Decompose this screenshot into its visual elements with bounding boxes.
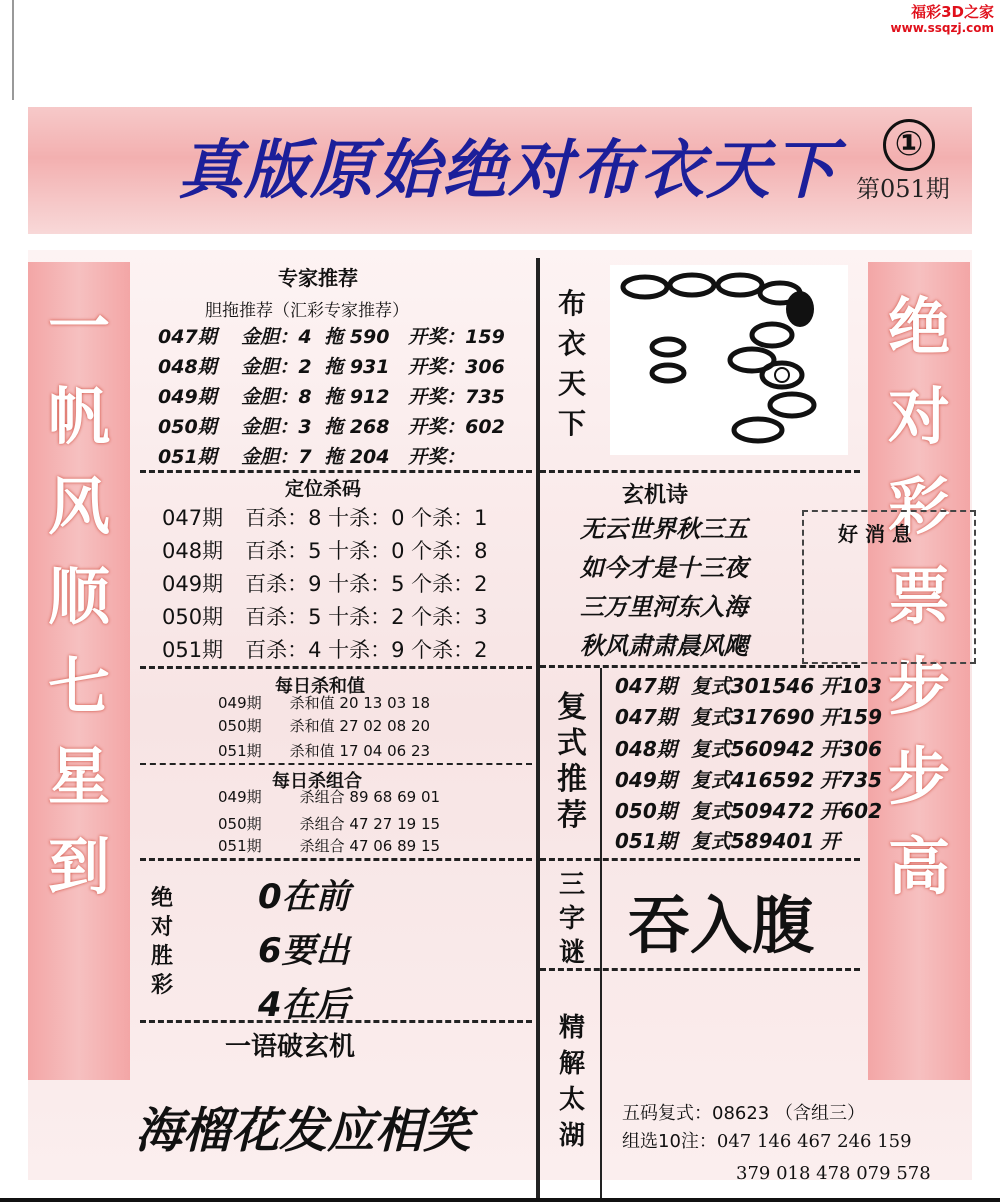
combo-kill-row <box>218 786 440 807</box>
jingjie-block <box>622 1100 931 1188</box>
position-kill-title: 定位杀码 <box>285 478 362 500</box>
position-kill-row <box>162 502 488 532</box>
period: 047期 <box>615 705 677 729</box>
dan-value: 7 <box>298 446 312 468</box>
dan-label: 金胆： <box>241 386 299 408</box>
label-char: 绝 <box>150 886 173 911</box>
site-url: www.ssqzj.com <box>890 21 994 35</box>
fushi-tag: 复式 <box>690 768 731 792</box>
tuo-value: 204 <box>349 446 390 468</box>
section-divider <box>140 858 532 861</box>
win-line: 4在后 <box>258 985 350 1025</box>
five-code-line <box>622 1100 931 1128</box>
period: 050期 <box>218 815 262 833</box>
kai-label: 开奖： <box>408 356 466 378</box>
issue-label: 第051期 <box>856 175 950 203</box>
coin-rings-icon <box>610 265 848 455</box>
tuo-label: 拖 <box>324 326 344 348</box>
tuo-label: 拖 <box>324 416 344 438</box>
kai-value: 602 <box>465 416 505 438</box>
position-kill-row <box>162 601 488 631</box>
combo-text: 杀组合 89 68 69 01 <box>299 788 441 806</box>
kai-value: 开735 <box>820 768 882 792</box>
right-inner-divider <box>600 668 602 1198</box>
kill-text: 百杀：8 十杀：0 个杀：1 <box>245 506 488 530</box>
kai-label: 开奖： <box>408 446 466 468</box>
sum-text: 杀和值 17 04 06 23 <box>289 742 431 760</box>
fushi-row <box>615 825 840 854</box>
label-char: 推 <box>557 762 587 797</box>
kai-value: 开103 <box>820 674 882 698</box>
label-char: 式 <box>557 726 587 761</box>
fushi-tag: 复式 <box>690 829 731 853</box>
header-banner <box>28 107 972 234</box>
expert-row <box>158 382 505 409</box>
fushi-row <box>615 670 882 699</box>
fushi-nums: 317690 <box>730 705 815 729</box>
left-couplet <box>28 262 130 1080</box>
section-divider <box>540 470 860 473</box>
good-news-label: 好 消 息 <box>838 522 912 546</box>
fushi-tag: 复式 <box>690 674 731 698</box>
section-divider <box>540 858 860 861</box>
dan-label: 金胆： <box>241 326 299 348</box>
fushi-nums: 560942 <box>730 737 815 761</box>
riddle-title: 一语破玄机 <box>225 1032 356 1062</box>
tuo-value: 931 <box>349 356 390 378</box>
good-news-box <box>802 510 976 664</box>
group-label: 组选10注： <box>622 1131 717 1152</box>
poem-lines <box>580 510 748 666</box>
kill-text: 百杀：5 十杀：0 个杀：8 <box>245 539 488 563</box>
tuo-label: 拖 <box>324 446 344 468</box>
dan-value: 4 <box>298 326 312 348</box>
period: 049期 <box>162 572 224 596</box>
fushi-row <box>615 795 882 824</box>
label-char: 彩 <box>150 973 173 998</box>
fushi-tag: 复式 <box>690 705 731 729</box>
fushi-row <box>615 733 882 762</box>
tuo-value: 590 <box>349 326 390 348</box>
label-char: 湖 <box>558 1121 585 1151</box>
section-divider <box>140 1020 532 1023</box>
poem-line: 无云世界秋三五 <box>580 515 748 543</box>
page-edge-line <box>12 0 14 100</box>
buyi-label <box>552 284 592 444</box>
couplet-char: 步 <box>887 650 950 723</box>
kai-value: 159 <box>465 326 505 348</box>
section-divider <box>140 470 532 473</box>
couplet-char: 高 <box>887 830 950 903</box>
group-line-1 <box>622 1128 931 1156</box>
kai-label: 开奖： <box>408 416 466 438</box>
couplet-char: 顺 <box>47 560 110 633</box>
edition-number: ① <box>883 119 935 171</box>
couplet-char: 绝 <box>887 290 950 363</box>
couplet-char: 对 <box>887 380 950 453</box>
site-badge[interactable] <box>891 4 994 36</box>
kai-label: 开奖： <box>408 326 466 348</box>
section-divider <box>540 968 860 971</box>
sum-text: 杀和值 20 13 03 18 <box>289 694 431 712</box>
fushi-tag: 复式 <box>690 737 731 761</box>
poem-line: 如今才是十三夜 <box>580 554 748 582</box>
label-char: 衣 <box>557 327 586 360</box>
couplet-char: 票 <box>887 560 950 633</box>
group-values: 047 146 467 246 159 <box>716 1131 912 1152</box>
fushi-row <box>615 764 882 793</box>
label-char: 解 <box>558 1049 585 1079</box>
expert-row <box>158 352 505 379</box>
label-char: 布 <box>557 287 586 320</box>
period: 049期 <box>218 788 262 806</box>
couplet-char: 一 <box>47 290 110 363</box>
couplet-char: 星 <box>47 740 110 813</box>
poem-title: 玄机诗 <box>622 483 689 508</box>
position-kill-row <box>162 535 488 565</box>
five-code-label: 五码复式： <box>622 1103 712 1124</box>
coin-drawing <box>610 265 848 455</box>
page-title: 真版原始绝对布衣天下 <box>178 133 838 208</box>
expert-subtitle: 胆拖推荐（汇彩专家推荐） <box>205 301 409 321</box>
couplet-char: 帆 <box>47 380 110 453</box>
fushi-row <box>615 701 882 730</box>
absolute-win-label <box>142 884 182 1000</box>
period: 051期 <box>218 837 262 855</box>
absolute-win-lines <box>258 870 350 1032</box>
combo-text: 杀组合 47 27 19 15 <box>299 815 441 833</box>
five-code-value: 08623 （含组三） <box>712 1103 865 1124</box>
kai-value: 开602 <box>820 799 882 823</box>
period: 051期 <box>158 446 217 468</box>
section-divider <box>140 763 532 765</box>
kai-value: 开306 <box>820 737 882 761</box>
site-name: 福彩3D之家 <box>911 3 994 21</box>
couplet-char: 彩 <box>887 470 950 543</box>
section-divider <box>540 665 860 668</box>
period: 048期 <box>162 539 224 563</box>
expert-row <box>158 322 505 349</box>
group-line-2: 379 018 478 079 578 <box>736 1163 931 1184</box>
period: 051期 <box>218 742 262 760</box>
period: 050期 <box>218 717 262 735</box>
period: 049期 <box>158 386 217 408</box>
label-char: 对 <box>150 915 173 940</box>
label-char: 精 <box>558 1013 585 1043</box>
tuo-label: 拖 <box>324 386 344 408</box>
combo-kill-row <box>218 813 440 834</box>
tuo-value: 912 <box>349 386 390 408</box>
couplet-char: 风 <box>47 470 110 543</box>
period: 051期 <box>162 638 224 662</box>
poem-line: 秋风肃肃晨风飔 <box>580 632 748 660</box>
period: 048期 <box>615 737 677 761</box>
sum-kill-row <box>218 740 430 761</box>
period: 048期 <box>158 356 217 378</box>
kai-value: 735 <box>465 386 505 408</box>
combo-kill-title: 每日杀组合 <box>272 771 362 792</box>
couplet-char: 步 <box>887 740 950 813</box>
dan-label: 金胆： <box>241 356 299 378</box>
fushi-nums: 301546 <box>730 674 815 698</box>
sum-kill-title: 每日杀和值 <box>275 676 365 697</box>
expert-title: 专家推荐 <box>278 266 358 290</box>
couplet-char: 七 <box>47 650 110 723</box>
combo-text: 杀组合 47 06 89 15 <box>299 837 441 855</box>
position-kill-row <box>162 568 488 598</box>
period: 047期 <box>162 506 224 530</box>
label-char: 三 <box>558 870 585 900</box>
label-char: 字 <box>558 904 585 934</box>
kill-text: 百杀：9 十杀：5 个杀：2 <box>245 572 488 596</box>
poem-line: 三万里河东入海 <box>580 593 748 621</box>
tuo-label: 拖 <box>324 356 344 378</box>
label-char: 天 <box>557 367 586 400</box>
fushi-tag: 复式 <box>690 799 731 823</box>
center-divider <box>536 258 540 1198</box>
period: 047期 <box>615 674 677 698</box>
section-divider <box>140 666 532 669</box>
kai-label: 开奖： <box>408 386 466 408</box>
fushi-nums: 416592 <box>730 768 815 792</box>
kill-text: 百杀：4 十杀：9 个杀：2 <box>245 638 488 662</box>
period: 050期 <box>162 605 224 629</box>
fushi-nums: 589401 <box>730 829 815 853</box>
dan-label: 金胆： <box>241 446 299 468</box>
right-couplet <box>868 262 970 1080</box>
dan-value: 2 <box>298 356 312 378</box>
win-line: 0在前 <box>258 877 350 917</box>
fushi-label <box>552 690 592 834</box>
period: 050期 <box>615 799 677 823</box>
combo-kill-row <box>218 835 440 856</box>
label-char: 胜 <box>150 944 173 969</box>
period: 050期 <box>158 416 217 438</box>
period: 051期 <box>615 829 677 853</box>
couplet-char: 到 <box>47 830 110 903</box>
riddle-text: 海榴花发应相笑 <box>135 1103 472 1159</box>
dan-value: 8 <box>298 386 312 408</box>
sum-kill-row <box>218 715 430 736</box>
kill-text: 百杀：5 十杀：2 个杀：3 <box>245 605 488 629</box>
label-char: 太 <box>558 1085 585 1115</box>
jingjie-label <box>552 1010 592 1154</box>
bottom-border <box>0 1198 1000 1202</box>
label-char: 下 <box>557 407 586 440</box>
label-char: 荐 <box>557 798 587 833</box>
kai-value: 306 <box>465 356 505 378</box>
three-char-label <box>552 868 592 970</box>
expert-row <box>158 442 465 469</box>
kai-value: 开159 <box>820 705 882 729</box>
position-kill-row <box>162 634 488 664</box>
label-char: 复 <box>557 690 587 725</box>
tuo-value: 268 <box>349 416 390 438</box>
period: 049期 <box>218 694 262 712</box>
expert-row <box>158 412 505 439</box>
win-line: 6要出 <box>258 931 350 971</box>
period: 049期 <box>615 768 677 792</box>
three-char-answer: 吞入腹 <box>628 889 815 962</box>
sum-kill-row <box>218 692 430 713</box>
dan-value: 3 <box>298 416 312 438</box>
sum-text: 杀和值 27 02 08 20 <box>289 717 431 735</box>
period: 047期 <box>158 326 217 348</box>
fushi-nums: 509472 <box>730 799 815 823</box>
left-couplet-text <box>28 282 130 912</box>
kai-value: 开 <box>820 829 841 853</box>
label-char: 谜 <box>558 938 585 968</box>
dan-label: 金胆： <box>241 416 299 438</box>
